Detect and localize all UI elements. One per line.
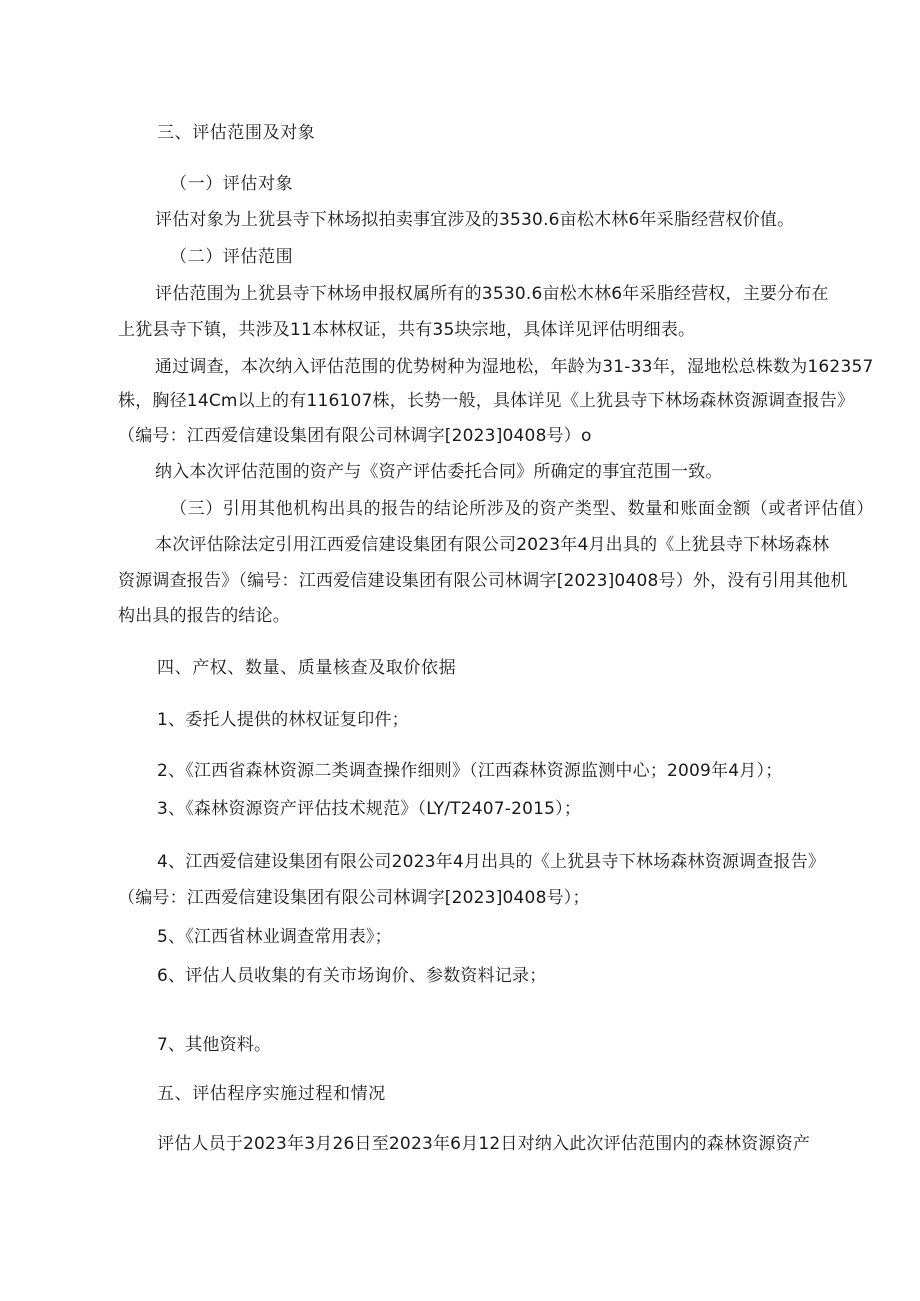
consistency-paragraph: 纳入本次评估范围的资产与《资产评估委托合同》所确定的事宜范围一致。 (155, 462, 723, 482)
citation-paragraph-line: 构出具的报告的结论。 (118, 606, 290, 626)
basis-list-item-continued: （编号：江西爱信建设集团有限公司林调字[2023]0408号）； (118, 888, 590, 908)
citation-paragraph-line: 资源调查报告》（编号：江西爱信建设集团有限公司林调字[2023]0408号）外，没有引用其他机 (118, 571, 848, 591)
scope-paragraph-line: 评估范围为上犹县寺下林场申报权属所有的3530.6亩松木林6年采脂经营权，主要分布在 (155, 284, 829, 304)
survey-paragraph-line: 株，胸径14Cm以上的有116107株，长势一般，具体详见《上犹县寺下林场森林资源调查报告》 (118, 391, 855, 411)
section-3-heading: 三、评估范围及对象 (157, 123, 316, 143)
subsection-1-body: 评估对象为上犹县寺下林场拟拍卖事宜涉及的3530.6亩松木林6年采脂经营权价值。 (155, 210, 795, 230)
basis-list-item: 3、《森林资源资产评估技术规范》（LY/T2407-2015）； (157, 799, 582, 819)
basis-list-item: 4、江西爱信建设集团有限公司2023年4月出具的《上犹县寺下林场森林资源调查报告》 (157, 852, 826, 872)
subsection-1-heading: （一）评估对象 (170, 174, 294, 194)
citation-paragraph-line: 本次评估除法定引用江西爱信建设集团有限公司2023年4月出具的《上犹县寺下林场森林 (155, 535, 830, 555)
survey-paragraph-line: （编号：江西爱信建设集团有限公司林调字[2023]0408号）o (118, 426, 592, 446)
section-5-body: 评估人员于2023年3月26日至2023年6月12日对纳入此次评估范围内的森林资源资产 (157, 1134, 811, 1154)
basis-list-item: 2、《江西省森林资源二类调查操作细则》（江西森林资源监测中心；2009年4月）； (157, 761, 783, 781)
section-4-heading: 四、产权、数量、质量核查及取价依据 (157, 658, 457, 678)
survey-paragraph-line: 通过调查，本次纳入评估范围的优势树种为湿地松，年龄为31-33年，湿地松总株数为162357 (155, 357, 874, 377)
subsection-2-heading: （二）评估范围 (170, 247, 294, 267)
section-5-heading: 五、评估程序实施过程和情况 (157, 1084, 386, 1104)
basis-list-item: 5、《江西省林业调查常用表》； (157, 927, 392, 947)
basis-list-item: 1、委托人提供的林权证复印件； (157, 710, 409, 730)
basis-list-item: 6、评估人员收集的有关市场询价、参数资料记录； (157, 966, 547, 986)
basis-list-item: 7、其他资料。 (157, 1035, 272, 1055)
subsection-3-heading: （三）引用其他机构出具的报告的结论所涉及的资产类型、数量和账面金额（或者评估值） (170, 499, 874, 519)
scope-paragraph-line: 上犹县寺下镇，共涉及11本林权证，共有35块宗地，具体详见评估明细表。 (118, 320, 696, 340)
